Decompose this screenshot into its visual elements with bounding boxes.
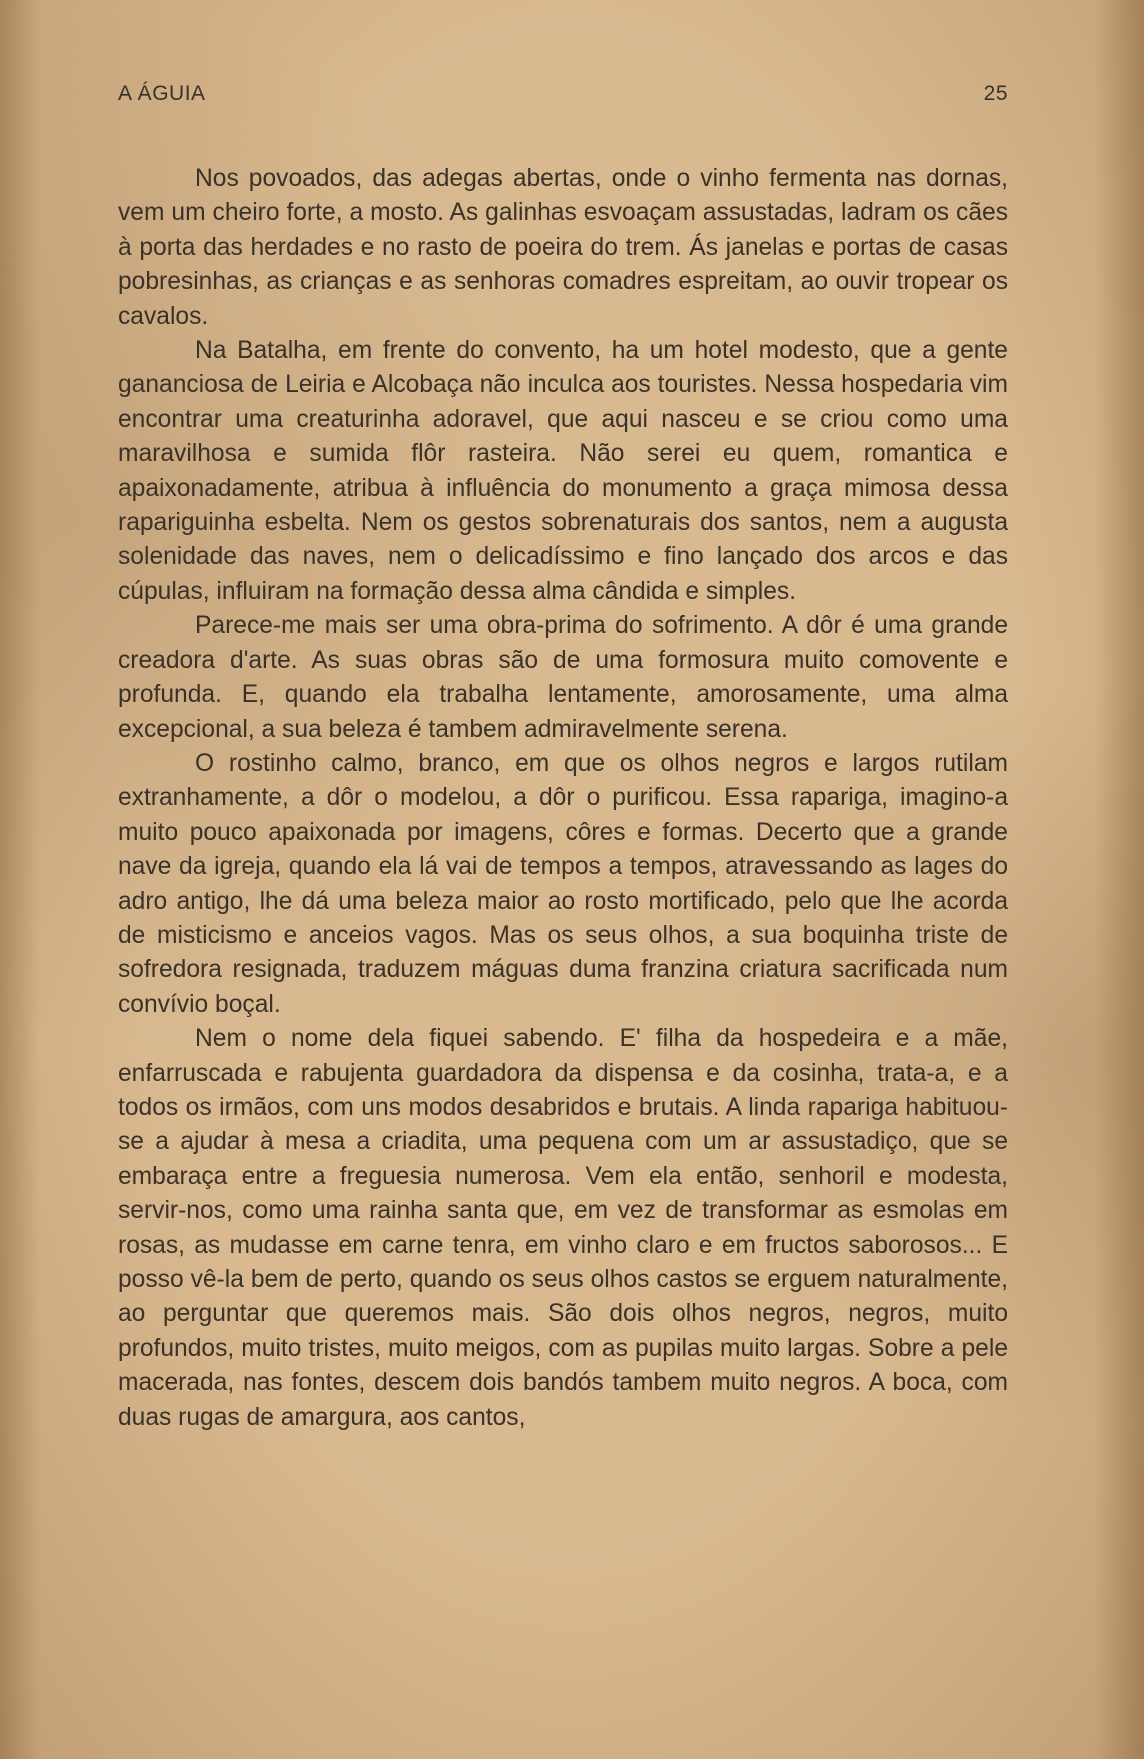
page-edge-shadow-right [1094, 0, 1144, 1759]
paragraph: O rostinho calmo, branco, em que os olhos negros e largos rutilam extranhamente, a dôr o modelou, a dôr o purificou. Essa rapariga, imagino-a muito pouco apaixonada por imagens, côres e formas. Decerto que a grande nave da igreja, quando ela lá vai de tempos a tempos, atravessando as lages do adro antigo, lhe dá uma beleza maior ao rosto mortificado, pelo que lhe acorda de misticismo e anceios vagos. Mas os seus olhos, a sua boquinha triste de sofredora resignada, traduzem máguas duma franzina criatura sacrificada num convívio boçal. [118, 749, 1008, 1018]
paragraph: Parece-me mais ser uma obra-prima do sofrimento. A dôr é uma grande creadora d'arte. As suas obras são de uma formosura muito comovente e profunda. E, quando ela trabalha lentamente, amorosamente, uma alma excepcional, a sua beleza é tambem admiravelmente serena. [118, 612, 1008, 743]
paragraph: Nem o nome dela fiquei sabendo. E' filha da hospedeira e a mãe, enfarruscada e rabujenta guardadora da dispensa e da cosinha, trata-a, e a todos os irmãos, com uns modos desabridos e brutais. A linda rapariga habituou-se a ajudar à mesa a criadita, uma pequena com um ar assustadiço, que se embaraça entre a freguesia numerosa. Vem ela então, senhoril e modesta, servir-nos, como uma rainha santa que, em vez de transformar as esmolas em rosas, as mudasse em carne tenra, em vinho claro e em fructos saborosos... E posso vê-la bem de perto, quando os seus olhos castos se erguem naturalmente, ao perguntar que queremos mais. São dois olhos negros, negros, muito profundos, muito tristes, muito meigos, com as pupilas muito largas. Sobre a pele macerada, nas fontes, descem dois bandós tambem muito negros. A boca, com duas rugas de amargura, aos cantos, [118, 1025, 1008, 1431]
page-edge-shadow-left [0, 0, 40, 1759]
page-number: 25 [983, 82, 1008, 105]
running-title: A ÁGUIA [118, 82, 206, 105]
paragraph: Nos povoados, das adegas abertas, onde o vinho fermenta nas dornas, vem um cheiro forte, a mosto. As galinhas esvoaçam assustadas, ladram os cães à porta das herdades e no rasto de poeira do trem. Ás janelas e portas de casas pobresinhas, as crianças e as senhoras comadres espreitam, ao ouvir tropear os cavalos. [118, 165, 1008, 330]
running-header [118, 82, 1008, 112]
paragraph: Na Batalha, em frente do convento, ha um hotel modesto, que a gente gananciosa de Leiria e Alcobaça não inculca aos touristes. Nessa hospedaria vim encontrar uma creaturinha adoravel, que aqui nasceu e se criou como uma maravilhosa e sumida flôr rasteira. Não serei eu quem, romantica e apaixonadamente, atribua à influência do monumento a graça mimosa dessa rapariguinha esbelta. Nem os gestos sobrenaturais dos santos, nem a augusta solenidade das naves, nem o delicadíssimo e fino lançado dos arcos e das cúpulas, influiram na formação dessa alma cândida e simples. [118, 337, 1008, 605]
body-text [118, 162, 1008, 1435]
